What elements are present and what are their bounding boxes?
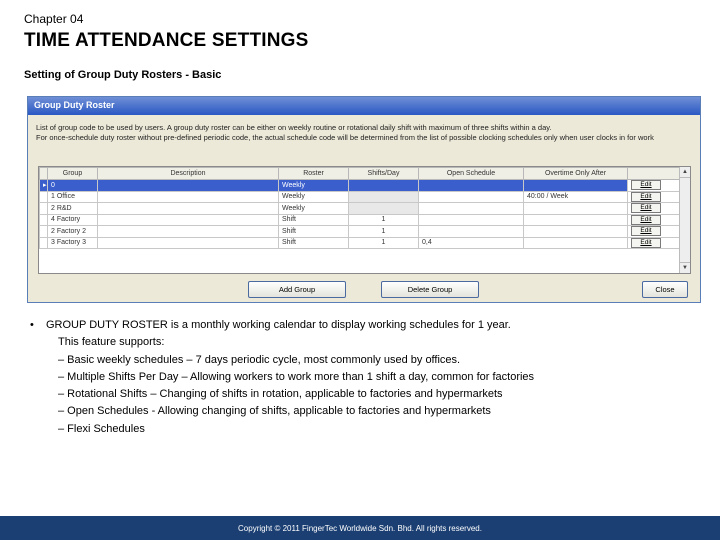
row-marker: ▸ [40,180,48,192]
cell-roster[interactable]: Shift [279,214,349,226]
cell-edit [628,226,680,238]
header-cell-edit [628,168,680,180]
cell-open-schedule[interactable] [419,203,524,215]
row-marker [40,226,48,238]
cell-edit [628,203,680,215]
cell-roster[interactable]: Weekly [279,191,349,203]
bullet-main-text: GROUP DUTY ROSTER is a monthly working calendar to display working schedules for 1 year. [46,319,511,331]
table-row[interactable] [40,203,692,215]
cell-overtime[interactable]: 40:00 / Week [524,191,628,203]
delete-group-button[interactable]: Delete Group [381,281,479,298]
cell-group[interactable]: 2 Factory 2 [48,226,98,238]
cell-description[interactable] [98,203,279,215]
bullet-dot-icon: • [30,319,34,331]
cell-description[interactable] [98,226,279,238]
cell-group[interactable]: 0 [48,180,98,192]
description-line: For once-schedule duty roster without pre-defined periodic code, the actual schedule code will be determined from the list of possible clocking schedules only when user clocks in for work [36,133,654,142]
header-cell-group[interactable]: Group [48,168,98,180]
scroll-down-icon[interactable]: ▼ [680,262,690,273]
table-row[interactable] [40,191,692,203]
cell-shifts[interactable] [349,191,419,203]
cell-overtime[interactable] [524,180,628,192]
bullet-intro: This feature supports: [58,336,165,349]
bullet-main [30,317,534,334]
row-marker [40,237,48,249]
header-cell-roster[interactable]: Roster [279,168,349,180]
cell-group[interactable]: 4 Factory [48,214,98,226]
row-marker [40,214,48,226]
page-title: TIME ATTENDANCE SETTINGS [24,30,309,51]
group-grid [38,166,691,274]
cell-edit [628,180,680,192]
group-duty-roster-window [27,96,701,303]
edit-button[interactable]: Edit [631,203,661,213]
cell-open-schedule[interactable] [419,180,524,192]
vertical-scrollbar[interactable] [679,167,690,273]
edit-button[interactable]: Edit [631,192,661,202]
bullet-item: – Rotational Shifts – Changing of shifts in rotation, applicable to factories and hypermarkets [58,388,503,401]
cell-description[interactable] [98,214,279,226]
cell-shifts[interactable]: 1 [349,237,419,249]
cell-overtime[interactable] [524,203,628,215]
cell-edit [628,214,680,226]
cell-open-schedule[interactable] [419,191,524,203]
header-cell-marker [40,168,48,180]
edit-button[interactable]: Edit [631,180,661,190]
window-titlebar[interactable]: Group Duty Roster [28,97,700,115]
row-marker [40,191,48,203]
cell-roster[interactable]: Shift [279,237,349,249]
description-line: List of group code to be used by users. A group duty roster can be either on weekly routine or rotational daily shift with maximum of three shifts within a day. [36,123,552,132]
table-row[interactable] [40,214,692,226]
group-table [39,167,691,249]
add-group-button[interactable]: Add Group [248,281,346,298]
header-cell-overtime[interactable]: Overtime Only After [524,168,628,180]
bullet-item: – Flexi Schedules [58,422,145,435]
cell-description[interactable] [98,191,279,203]
cell-roster[interactable]: Weekly [279,180,349,192]
table-row[interactable] [40,226,692,238]
cell-open-schedule[interactable] [419,226,524,238]
table-header-row [40,168,692,180]
cell-overtime[interactable] [524,237,628,249]
cell-group[interactable]: 1 Office [48,191,98,203]
feature-bullets [30,317,534,438]
header-cell-shifts[interactable]: Shifts/Day [349,168,419,180]
table-row[interactable] [40,237,692,249]
chapter-label: Chapter 04 [24,12,84,26]
cell-shifts[interactable] [349,180,419,192]
cell-open-schedule[interactable] [419,214,524,226]
page-subtitle: Setting of Group Duty Rosters - Basic [24,69,222,81]
cell-overtime[interactable] [524,226,628,238]
header-cell-open-schedule[interactable]: Open Schedule [419,168,524,180]
edit-button[interactable]: Edit [631,238,661,248]
cell-shifts[interactable]: 1 [349,214,419,226]
cell-description[interactable] [98,180,279,192]
bullet-item: – Open Schedules - Allowing changing of shifts, applicable to factories and hypermarkets [58,405,491,418]
close-button[interactable]: Close [642,281,688,298]
header-cell-description[interactable]: Description [98,168,279,180]
table-row[interactable] [40,180,692,192]
footer-bar [0,516,720,540]
row-marker [40,203,48,215]
cell-group[interactable]: 3 Factory 3 [48,237,98,249]
cell-shifts[interactable]: 1 [349,226,419,238]
cell-roster[interactable]: Shift [279,226,349,238]
edit-button[interactable]: Edit [631,226,661,236]
copyright-text: Copyright © 2011 FingerTec Worldwide Sdn. Bhd. All rights reserved. [238,524,482,533]
scroll-up-icon[interactable]: ▲ [680,167,690,178]
cell-shifts[interactable] [349,203,419,215]
bullet-item: – Basic weekly schedules – 7 days periodic cycle, most commonly used by offices. [58,353,461,366]
edit-button[interactable]: Edit [631,215,661,225]
cell-description[interactable] [98,237,279,249]
cell-roster[interactable]: Weekly [279,203,349,215]
cell-open-schedule[interactable]: 0,4 [419,237,524,249]
cell-edit [628,237,680,249]
cell-edit [628,191,680,203]
bullet-item: – Multiple Shifts Per Day – Allowing workers to work more than 1 shift a day, common for factories [58,370,535,383]
cell-group[interactable]: 2 R&D [48,203,98,215]
cell-overtime[interactable] [524,214,628,226]
dialog-description [36,123,696,143]
